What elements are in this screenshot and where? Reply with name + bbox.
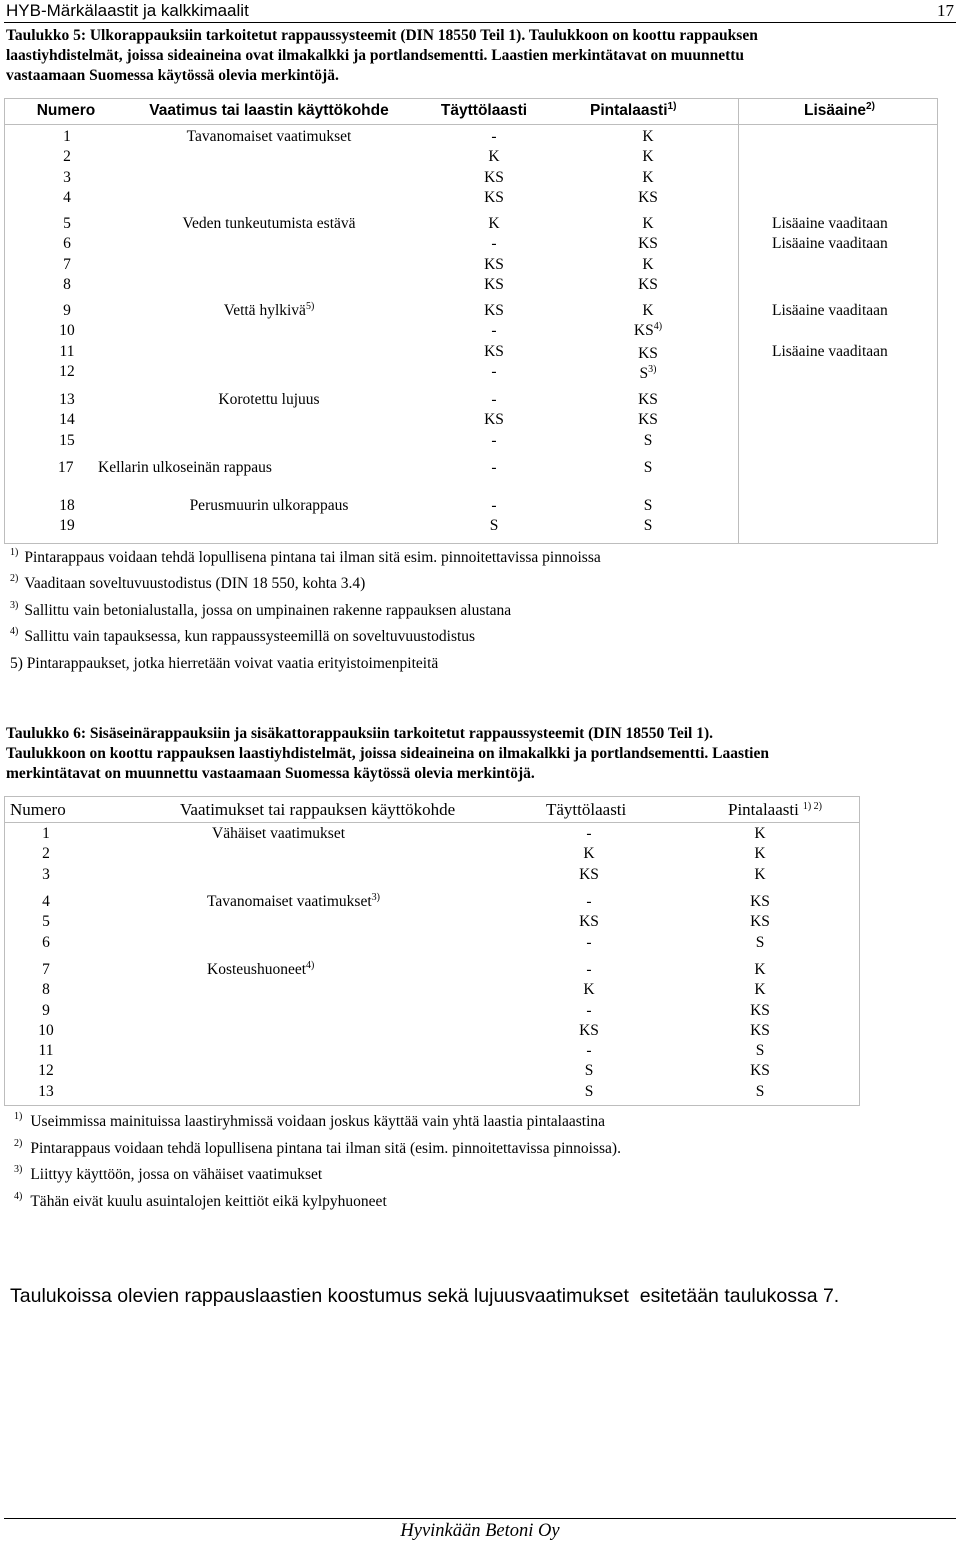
table6-header-tayttolaasti: Täyttölaasti xyxy=(546,800,627,819)
cell-value: K xyxy=(754,961,766,978)
table6-caption xyxy=(6,724,769,784)
row-number: 13 xyxy=(38,1082,54,1100)
cell-text: S xyxy=(639,364,649,382)
footnote-ref: 4) xyxy=(306,960,315,971)
table5-group-label: Veden tunkeutumista estävä xyxy=(182,215,356,232)
table5-pintalaasti-cells xyxy=(608,390,688,451)
table5-pintalaasti-cells xyxy=(608,214,688,295)
cell-value: S xyxy=(755,1042,765,1060)
cell-value: K xyxy=(754,981,766,999)
cell-value: KS xyxy=(484,255,504,273)
footnote-text: Pintarappaus voidaan tehdä lopullisena pintana tai ilman sitä esim. pinnoitettavissa pinnoissa xyxy=(24,549,601,566)
table5-group-label-text: Vettä hylkivä xyxy=(223,302,306,319)
row-number: 19 xyxy=(59,517,75,535)
cell-value: Lisäaine vaaditaan xyxy=(772,235,888,253)
cell-value: - xyxy=(586,825,592,842)
cell-value: S xyxy=(643,517,653,535)
table5-header-pintalaasti-label: Pintalaasti xyxy=(590,102,668,119)
cell-value: Lisäaine vaaditaan xyxy=(772,215,888,232)
table5-group-label: Perusmuurin ulkorappaus xyxy=(189,497,349,514)
cell-value: KS xyxy=(484,275,504,293)
row-number: 4 xyxy=(42,893,50,910)
cell-value xyxy=(772,321,888,341)
cell-value: K xyxy=(583,845,595,863)
table6-group-label xyxy=(207,892,380,914)
cell-value: KS xyxy=(638,235,658,253)
cell-value: - xyxy=(586,1001,592,1019)
cell-value: Lisäaine vaaditaan xyxy=(772,342,888,360)
cell-value: K xyxy=(642,215,654,232)
footnote xyxy=(14,1137,621,1164)
footnote-text: Sallittu vain betonialustalla, jossa on umpinainen rakenne rappauksen alustana xyxy=(24,601,512,619)
table5-header-numero: Numero xyxy=(36,102,96,119)
table6-numbers xyxy=(26,892,66,953)
cell-value: KS xyxy=(579,913,599,931)
table6-numbers xyxy=(26,960,66,1102)
footnote xyxy=(10,546,601,572)
footnote xyxy=(10,625,601,651)
table5-column-divider xyxy=(738,98,739,544)
table5-header-pintalaasti xyxy=(590,102,676,120)
footnote-text: Liittyy käyttöön, jossa on vähäiset vaatimukset xyxy=(30,1166,323,1184)
footnote-ref: 3) xyxy=(648,363,657,375)
footnote xyxy=(14,1110,621,1137)
cell-value: KS xyxy=(750,913,770,931)
table5-pintalaasti-cells xyxy=(608,301,688,386)
row-number: 6 xyxy=(42,933,50,951)
table6-header-pintalaasti-label: Pintalaasti xyxy=(728,800,799,819)
cell-value: S xyxy=(643,431,653,449)
footnote-mark: 2) xyxy=(10,573,19,585)
cell-value: KS xyxy=(484,411,504,429)
table5-numbers xyxy=(52,127,82,208)
table6-group-label-text: Kosteushuoneet xyxy=(207,961,307,978)
table5-group-label: Korotettu lujuus xyxy=(218,391,320,408)
cell-value: Lisäaine vaaditaan xyxy=(772,302,888,319)
footnote xyxy=(10,599,601,625)
table6-pintalaasti-cells xyxy=(730,960,790,1102)
table5-numbers xyxy=(52,214,82,295)
cell-value: S xyxy=(584,1082,594,1100)
cell-value: - xyxy=(586,961,592,978)
table5 xyxy=(4,98,938,544)
table6-caption-line: merkintätavat on muunnettu vastaamaan Suomessa käytössä olevia merkintöjä. xyxy=(6,765,535,782)
footnote-mark: 3) xyxy=(10,599,19,611)
cell-value: S xyxy=(643,497,653,514)
table6-group-label-text: Tavanomaiset vaatimukset xyxy=(207,893,372,910)
table5-numbers xyxy=(52,390,82,451)
cell-value xyxy=(608,364,688,386)
table5-pintalaasti-cells xyxy=(608,496,688,537)
row-number: 6 xyxy=(63,235,71,253)
footnote-mark: 3) xyxy=(14,1164,23,1176)
table5-pintalaasti-cells xyxy=(608,127,688,208)
cell-value: KS xyxy=(638,411,658,429)
footnote-ref: 5) xyxy=(305,301,315,312)
table5-row17-number: 17 xyxy=(58,459,74,476)
table6-pintalaasti-cells xyxy=(730,892,790,953)
row-number: 13 xyxy=(59,391,75,408)
row-number: 15 xyxy=(59,431,75,449)
row-number: 11 xyxy=(59,342,75,360)
cell-value: KS xyxy=(484,342,504,360)
row-number: 1 xyxy=(63,128,71,145)
cell-value: K xyxy=(754,865,766,883)
table6-group-label xyxy=(207,960,314,982)
cell-value: S xyxy=(584,1062,594,1080)
cell-value: KS xyxy=(750,1021,770,1039)
footnote-mark: 2) xyxy=(14,1137,23,1149)
table6-header-pintalaasti xyxy=(728,800,822,820)
cell-value: - xyxy=(586,1042,592,1060)
cell-value: K xyxy=(642,128,654,145)
row-number: 4 xyxy=(63,188,71,206)
cell-value: K xyxy=(488,148,500,166)
footnote-text: Vaaditaan soveltuvuustodistus (DIN 18 550, kohta 3.4) xyxy=(24,575,366,593)
cell-value: KS xyxy=(638,391,658,408)
footnote-text: 5) Pintarappaukset, jotka hierretään voivat vaatia erityistoimenpiteitä xyxy=(10,654,439,672)
table5-caption-line: vastaamaan Suomessa käytössä olevia merkintöjä. xyxy=(6,67,339,84)
table5-numbers xyxy=(52,496,82,537)
cell-value: K xyxy=(642,302,654,319)
cell-value: KS xyxy=(484,188,504,206)
table5-row17-pintalaasti: S xyxy=(643,459,653,476)
cell-value: K xyxy=(754,845,766,863)
cell-value: - xyxy=(491,391,497,408)
row-number: 9 xyxy=(63,302,71,319)
row-number: 11 xyxy=(38,1042,54,1060)
row-number: 10 xyxy=(59,322,75,340)
row-number: 3 xyxy=(42,865,50,883)
page-number: 17 xyxy=(937,1,954,20)
table5-tayttolaasti-cells xyxy=(454,496,534,537)
cell-value: KS xyxy=(579,1021,599,1039)
row-number: 12 xyxy=(59,362,75,380)
table5-header-lisaaine-label: Lisäaine xyxy=(804,102,867,119)
footnote-text: Useimmissa mainituissa laastiryhmissä voidaan joskus käyttää vain yhtä laastia pintalaastina xyxy=(30,1113,606,1130)
table6-header-vaatimus: Vaatimukset tai rappauksen käyttökohde xyxy=(180,800,456,819)
table6-group-label: Vähäiset vaatimukset xyxy=(212,825,345,842)
row-number: 3 xyxy=(63,168,71,186)
cell-value: KS xyxy=(750,1001,770,1019)
cell-value: KS xyxy=(750,893,770,910)
cell-value: KS xyxy=(638,188,658,206)
footnote xyxy=(10,572,601,598)
footnote-ref: 1) 2) xyxy=(802,801,822,812)
cell-value: - xyxy=(491,431,497,449)
row-number: 5 xyxy=(42,913,50,931)
table5-lisaaine-cells xyxy=(772,301,888,362)
footnote-mark: 4) xyxy=(10,626,19,638)
row-number: 18 xyxy=(59,497,75,514)
cell-value: K xyxy=(583,981,595,999)
cell-value: - xyxy=(491,235,497,253)
table6-header-numero: Numero xyxy=(10,800,66,819)
cell-value: KS xyxy=(579,865,599,883)
header-divider xyxy=(4,22,956,23)
footer-company: Hyvinkään Betoni Oy xyxy=(400,1521,560,1541)
cell-value: KS xyxy=(638,344,658,362)
footnote-ref: 3) xyxy=(371,892,380,903)
cell-value: K xyxy=(642,255,654,273)
table6-tayttolaasti-cells xyxy=(559,960,619,1102)
cell-value: KS xyxy=(484,302,504,319)
footnote-ref: 4) xyxy=(653,321,663,333)
cell-value: K xyxy=(642,168,654,186)
footnote xyxy=(14,1163,621,1190)
table5-row17-label: Kellarin ulkoseinän rappaus xyxy=(98,459,272,476)
footnote-text: Tähän eivät kuulu asuintalojen keittiöt eikä kylpyhuoneet xyxy=(30,1192,387,1210)
footnote-mark: 4) xyxy=(14,1190,23,1202)
row-number: 12 xyxy=(38,1062,54,1080)
table6-footnotes xyxy=(14,1110,621,1216)
row-number: 14 xyxy=(59,411,75,429)
footnote-ref: 1) xyxy=(667,101,677,112)
table5-header-lisaaine xyxy=(804,102,875,120)
table5-tayttolaasti-cells xyxy=(454,301,534,382)
row-number: 7 xyxy=(63,255,71,273)
footnote-text: Pintarappaus voidaan tehdä lopullisena pintana tai ilman sitä (esim. pinnoitettavissa pinnoissa). xyxy=(30,1139,621,1157)
cell-value: S xyxy=(755,1082,765,1100)
footer-divider xyxy=(4,1518,956,1519)
header-title: HYB-Märkälaastit ja kalkkimaalit xyxy=(6,1,249,20)
cell-value: K xyxy=(754,825,766,842)
table5-tayttolaasti-cells xyxy=(454,390,534,451)
table6-caption-line: Taulukko 6: Sisäseinärappauksiin ja sisäkattorappauksiin tarkoitetut rappaussysteemit (DIN 18550 Teil 1). xyxy=(6,725,713,742)
table6-caption-line: Taulukkoon on koottu rappauksen laastiyhdistelmät, joissa sideaineina on ilmakalkki ja portlandsementti. Laastien xyxy=(6,745,769,762)
cell-value xyxy=(608,321,688,343)
table5-header-divider xyxy=(4,124,938,125)
footnote-mark: 1) xyxy=(10,547,19,558)
cell-value: - xyxy=(491,497,497,514)
footnote-text: Sallittu vain tapauksessa, kun rappaussysteemillä on soveltuvuustodistus xyxy=(24,628,476,646)
cell-value: KS xyxy=(750,1062,770,1080)
table5-caption xyxy=(6,26,758,86)
footnote xyxy=(10,652,601,676)
table5-header-tayttolaasti: Täyttölaasti xyxy=(440,102,528,119)
cell-value: S xyxy=(755,933,765,951)
cell-value: - xyxy=(586,893,592,910)
row-number: 10 xyxy=(38,1021,54,1039)
cell-value: S xyxy=(489,517,499,535)
cell-value: - xyxy=(491,128,497,145)
row-number: 7 xyxy=(42,961,50,978)
footnote xyxy=(14,1190,621,1217)
row-number: 1 xyxy=(42,825,50,842)
closing-text: Taulukoissa olevien rappauslaastien koostumus sekä lujuusvaatimukset esitetään taulukossa 7. xyxy=(10,1285,840,1307)
table6-tayttolaasti-cells xyxy=(559,892,619,953)
row-number: 8 xyxy=(42,981,50,999)
row-number: 8 xyxy=(63,275,71,293)
cell-value: - xyxy=(491,362,497,380)
row-number: 5 xyxy=(63,215,71,232)
table6-numbers xyxy=(26,824,66,885)
row-number: 9 xyxy=(42,1001,50,1019)
table5-tayttolaasti-cells xyxy=(454,127,534,208)
table6-tayttolaasti-cells xyxy=(559,824,619,885)
table5-caption-line: laastiyhdistelmät, joissa sideaineina ovat ilmakalkki ja portlandsementti. Laastien merkintätavat on muunnettu xyxy=(6,47,745,64)
cell-value: KS xyxy=(638,275,658,293)
table5-row17-tayttolaasti: - xyxy=(491,459,497,476)
table5-numbers xyxy=(52,301,82,382)
cell-text: KS xyxy=(633,322,654,340)
table5-group-label xyxy=(124,301,414,323)
table5-group-label: Tavanomaiset vaatimukset xyxy=(186,128,352,145)
table6 xyxy=(4,796,860,1106)
table5-header-vaatimus: Vaatimus tai laastin käyttökohde xyxy=(149,102,389,119)
table6-header-divider xyxy=(4,822,860,823)
cell-value: - xyxy=(586,933,592,951)
row-number: 2 xyxy=(42,845,50,863)
footnote-mark: 1) xyxy=(14,1111,23,1122)
cell-value: - xyxy=(491,322,497,340)
cell-value: K xyxy=(642,148,654,166)
table5-footnotes xyxy=(10,546,601,676)
row-number: 2 xyxy=(63,148,71,166)
table6-pintalaasti-cells xyxy=(730,824,790,885)
footnote-ref: 2) xyxy=(866,101,875,112)
table5-tayttolaasti-cells xyxy=(454,214,534,295)
table5-caption-line: Taulukko 5: Ulkorappauksiin tarkoitetut rappaussysteemit (DIN 18550 Teil 1). Taulukkoon on koottu rappauksen xyxy=(6,27,758,44)
cell-value: K xyxy=(488,215,500,232)
table5-lisaaine-cells xyxy=(772,214,888,255)
cell-value: KS xyxy=(484,168,504,186)
